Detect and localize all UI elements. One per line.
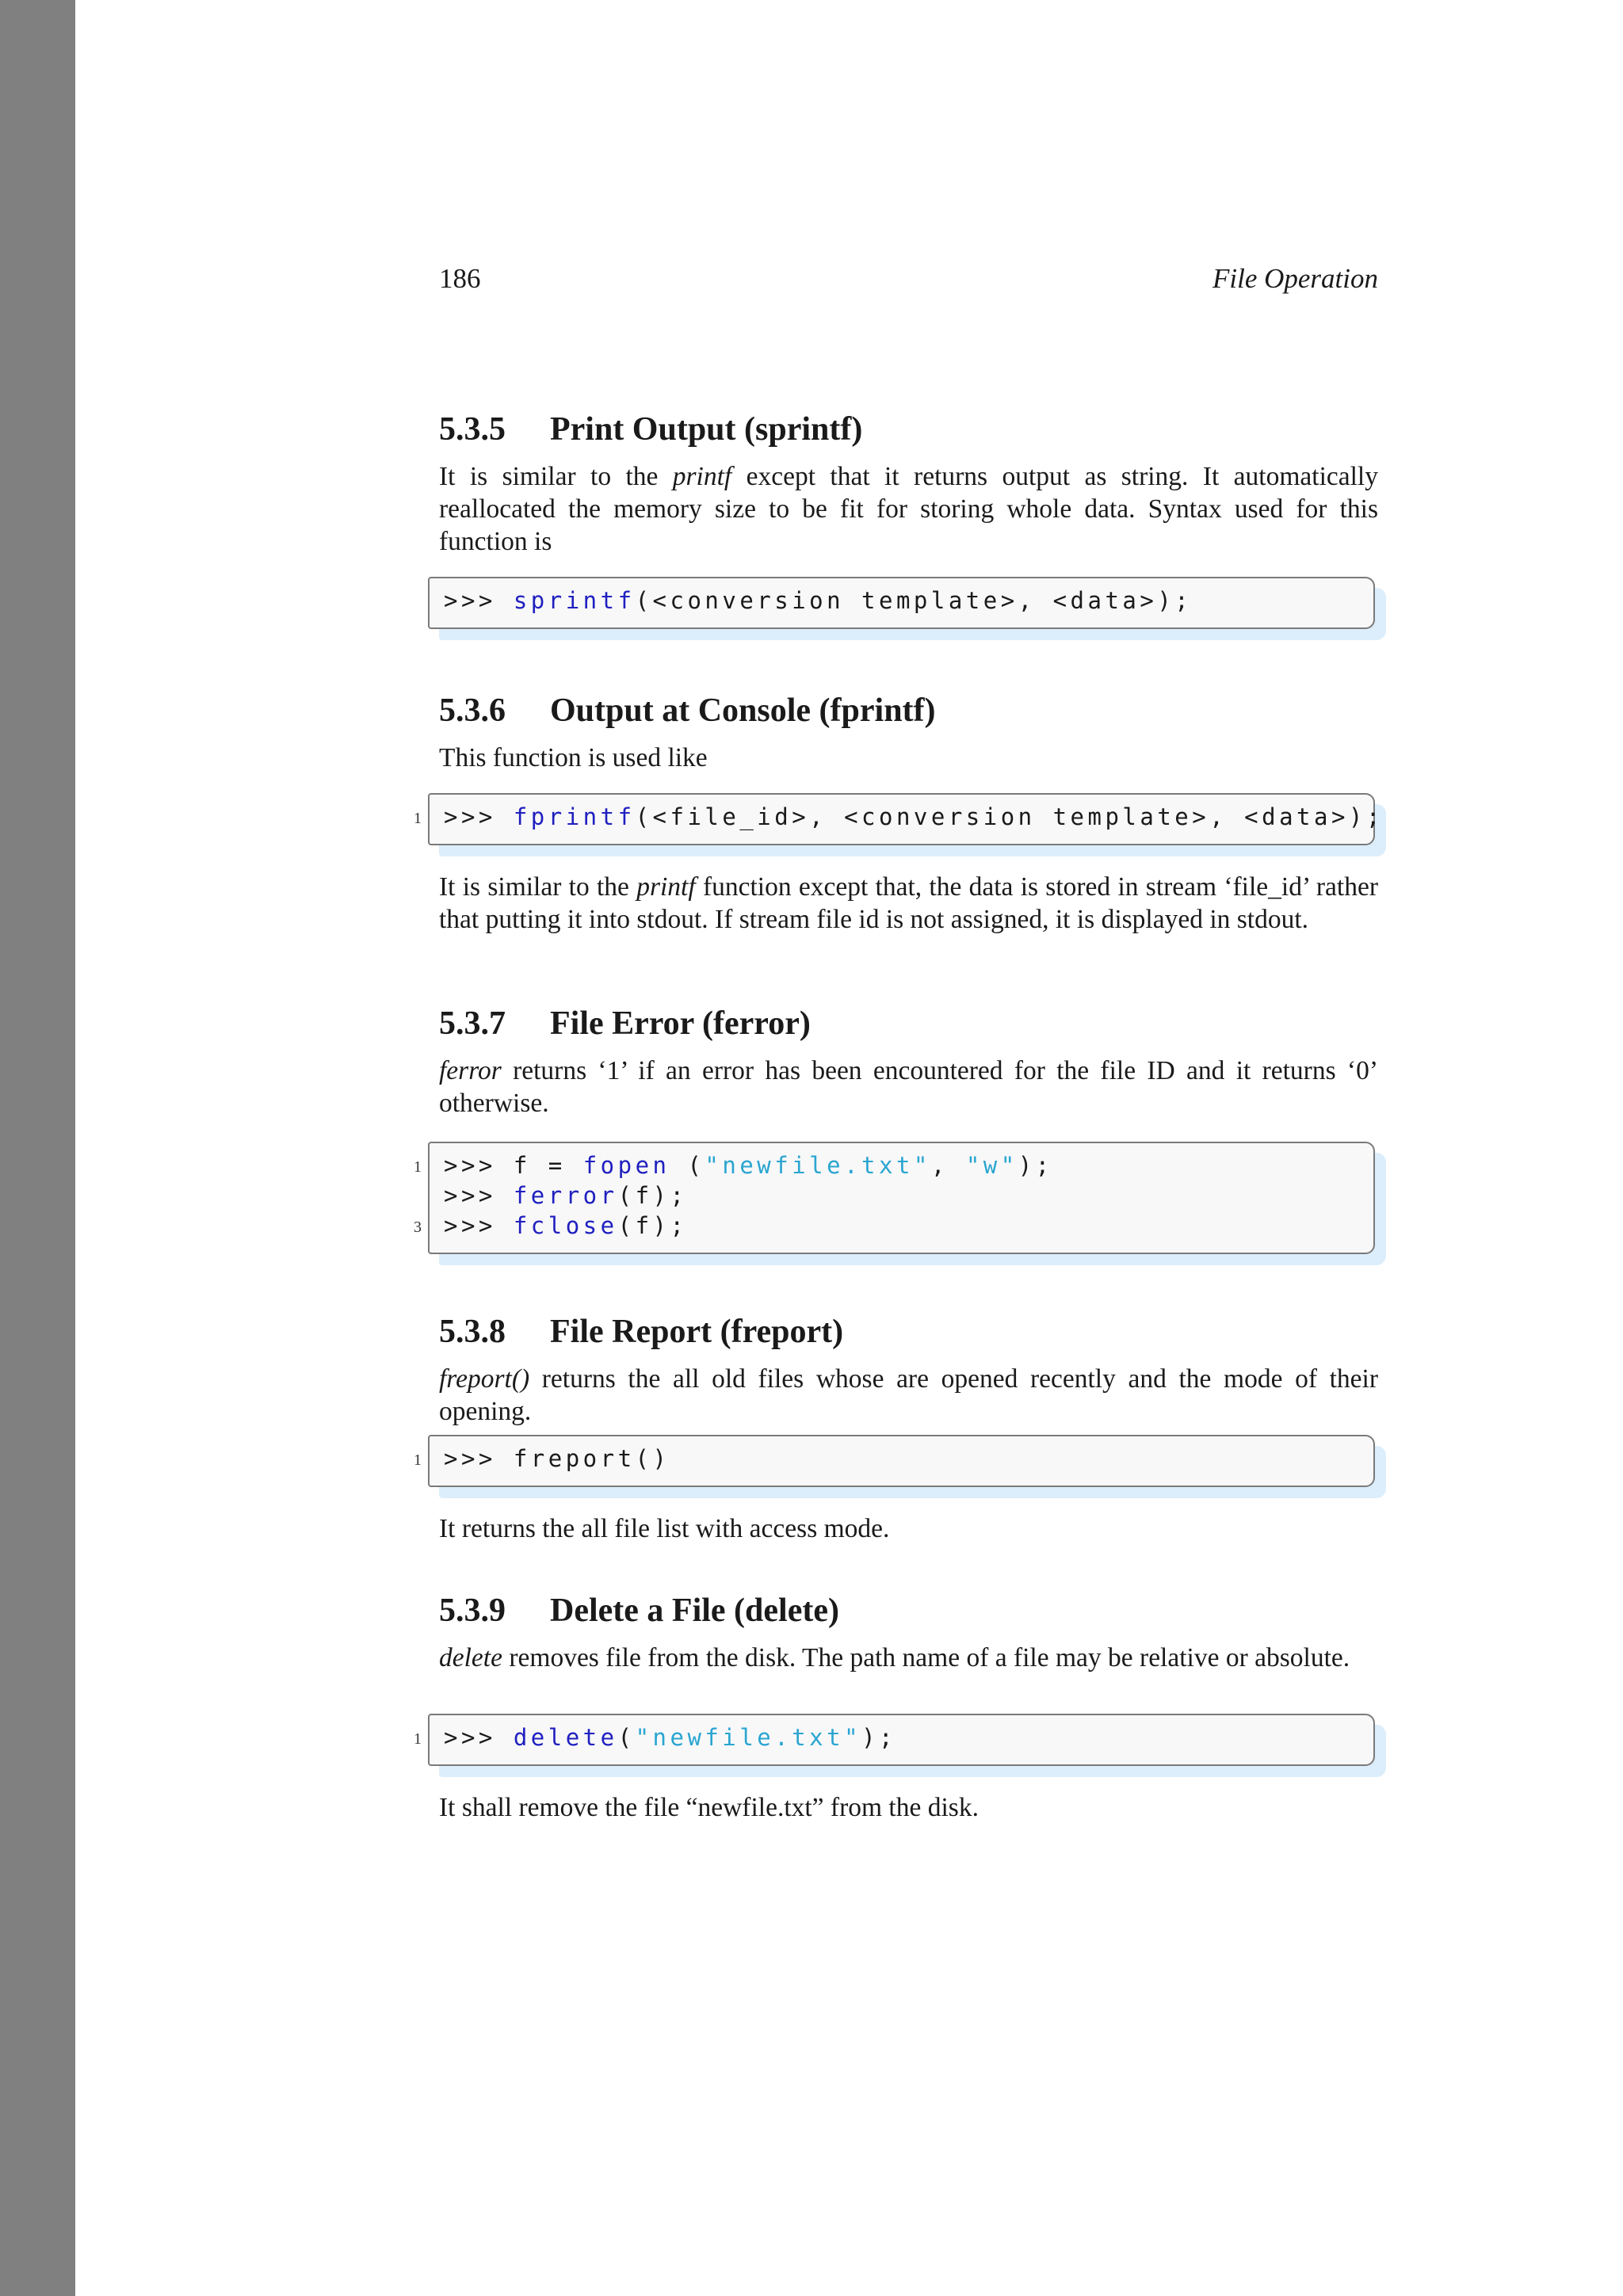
code-line: 1 >>> delete("newfile.txt"); [444, 1722, 1373, 1753]
section-5-3-7 [439, 1004, 1378, 1119]
page-gutter-bar [0, 0, 75, 2296]
section-5-3-9 [439, 1591, 1378, 1674]
section-5-3-9-body [439, 1791, 1378, 1824]
chapter-title: File Operation [1212, 263, 1378, 294]
paragraph: ferror returns ‘1’ if an error has been encountered for the file ID and it returns ‘0’ otherwise. [439, 1056, 1378, 1118]
section-5-3-8 [439, 1312, 1378, 1428]
section-number: 5.3.8 [439, 1314, 506, 1350]
line-number: 1 [414, 1451, 422, 1469]
code-line: >>> ferror(f); [444, 1182, 688, 1209]
code-line: 1 >>> fprintf(<file_id>, <conversion template>, <data>); [444, 802, 1373, 832]
section-title: Print Output (sprintf) [550, 411, 863, 448]
section-title: File Report (freport) [550, 1314, 844, 1350]
page-number: 186 [439, 263, 481, 294]
code-block [414, 1714, 1375, 1766]
section-heading [439, 1591, 1378, 1630]
section-number: 5.3.9 [439, 1592, 506, 1629]
paragraph: delete removes file from the disk. The path name of a file may be relative or absolute. [439, 1643, 1350, 1672]
code-block [428, 577, 1375, 629]
code-block [414, 1435, 1375, 1487]
line-number: 3 [414, 1219, 422, 1236]
paragraph: This function is used like [439, 743, 708, 772]
section-title: File Error (ferror) [550, 1005, 811, 1042]
section-heading [439, 410, 1378, 449]
section-number: 5.3.5 [439, 411, 506, 448]
section-5-3-8-body [439, 1512, 1378, 1545]
code-line: 3 >>> fclose(f); [444, 1211, 1373, 1241]
paragraph: It is similar to the printf function except that, the data is stored in stream ‘file_id’ rather that putting it into stdout. If stream file id is not assigned, it is displayed in stdout. [439, 872, 1378, 934]
line-number: 1 [414, 1158, 422, 1176]
section-5-3-6-body [439, 871, 1378, 936]
paragraph: freport() returns the all old files whose are opened recently and the mode of their opening. [439, 1364, 1378, 1426]
paragraph: It is similar to the printf except that it returns output as string. It automatically reallocated the memory size to be fit for storing whole data. Syntax used for this function is [439, 462, 1378, 556]
code-block [414, 1142, 1375, 1254]
section-heading [439, 1004, 1378, 1043]
section-5-3-5 [439, 410, 1378, 558]
line-number: 1 [414, 810, 422, 827]
line-number: 1 [414, 1730, 422, 1748]
section-heading [439, 1312, 1378, 1352]
code-line: 1 >>> f = fopen ("newfile.txt", "w"); [444, 1150, 1373, 1180]
section-5-3-6 [439, 691, 1378, 774]
code-line: 1 >>> freport() [444, 1444, 1373, 1474]
section-number: 5.3.7 [439, 1005, 506, 1042]
code-block [414, 793, 1384, 845]
paragraph: It returns the all file list with access mode. [439, 1514, 890, 1543]
code-line: >>> sprintf(<conversion template>, <data>); [444, 587, 1193, 614]
section-number: 5.3.6 [439, 692, 506, 729]
section-title: Output at Console (fprintf) [550, 692, 936, 729]
paragraph: It shall remove the file “newfile.txt” from the disk. [439, 1793, 979, 1822]
section-heading [439, 691, 1378, 730]
section-title: Delete a File (delete) [550, 1592, 839, 1629]
